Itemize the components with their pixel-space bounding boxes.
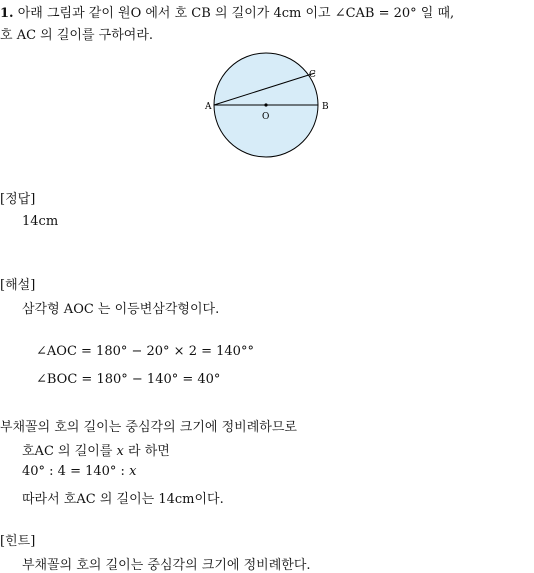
hint-heading: [힌트] — [0, 534, 36, 549]
answer-value: 14cm — [22, 214, 59, 229]
explanation-let — [22, 440, 170, 459]
center-point — [264, 103, 267, 106]
equation-aoc: ∠AOC = 180° − 20° × 2 = 140°° — [36, 344, 254, 359]
explanation-rule: 부채꼴의 호의 길이는 중심각의 크기에 정비례하므로 — [0, 420, 297, 435]
proportion-variable: x — [129, 464, 137, 479]
equation-boc: ∠BOC = 180° − 140° = 40° — [36, 372, 221, 387]
explanation-heading: [해설] — [0, 278, 36, 293]
label-b: B — [322, 102, 329, 112]
circle-figure — [196, 52, 336, 164]
problem-line-1 — [0, 2, 454, 21]
problem-text-2: 호 AC 의 길이를 구하여라. — [0, 28, 154, 43]
proportion-prefix: 40° : 4 = 140° : — [22, 464, 125, 479]
answer-heading: [정답] — [0, 192, 36, 207]
explanation-proportion — [22, 464, 136, 479]
label-o: O — [262, 112, 270, 122]
label-a: A — [205, 102, 212, 112]
explanation-intro: 삼각형 AOC 는 이등변삼각형이다. — [22, 302, 220, 317]
label-c: C — [309, 70, 316, 80]
let-prefix: 호AC 의 길이를 — [22, 444, 113, 459]
problem-text-1: 아래 그림과 같이 원O 에서 호 CB 의 길이가 4cm 이고 ∠CAB = 20° 일 때, — [17, 6, 455, 21]
hint-text: 부채꼴의 호의 길이는 중심각의 크기에 정비례한다. — [22, 558, 311, 573]
explanation-conclusion: 따라서 호AC 의 길이는 14cm이다. — [22, 492, 224, 507]
let-variable: x — [116, 444, 124, 459]
problem-number: 1. — [0, 6, 14, 21]
let-suffix: 라 하면 — [128, 444, 170, 459]
